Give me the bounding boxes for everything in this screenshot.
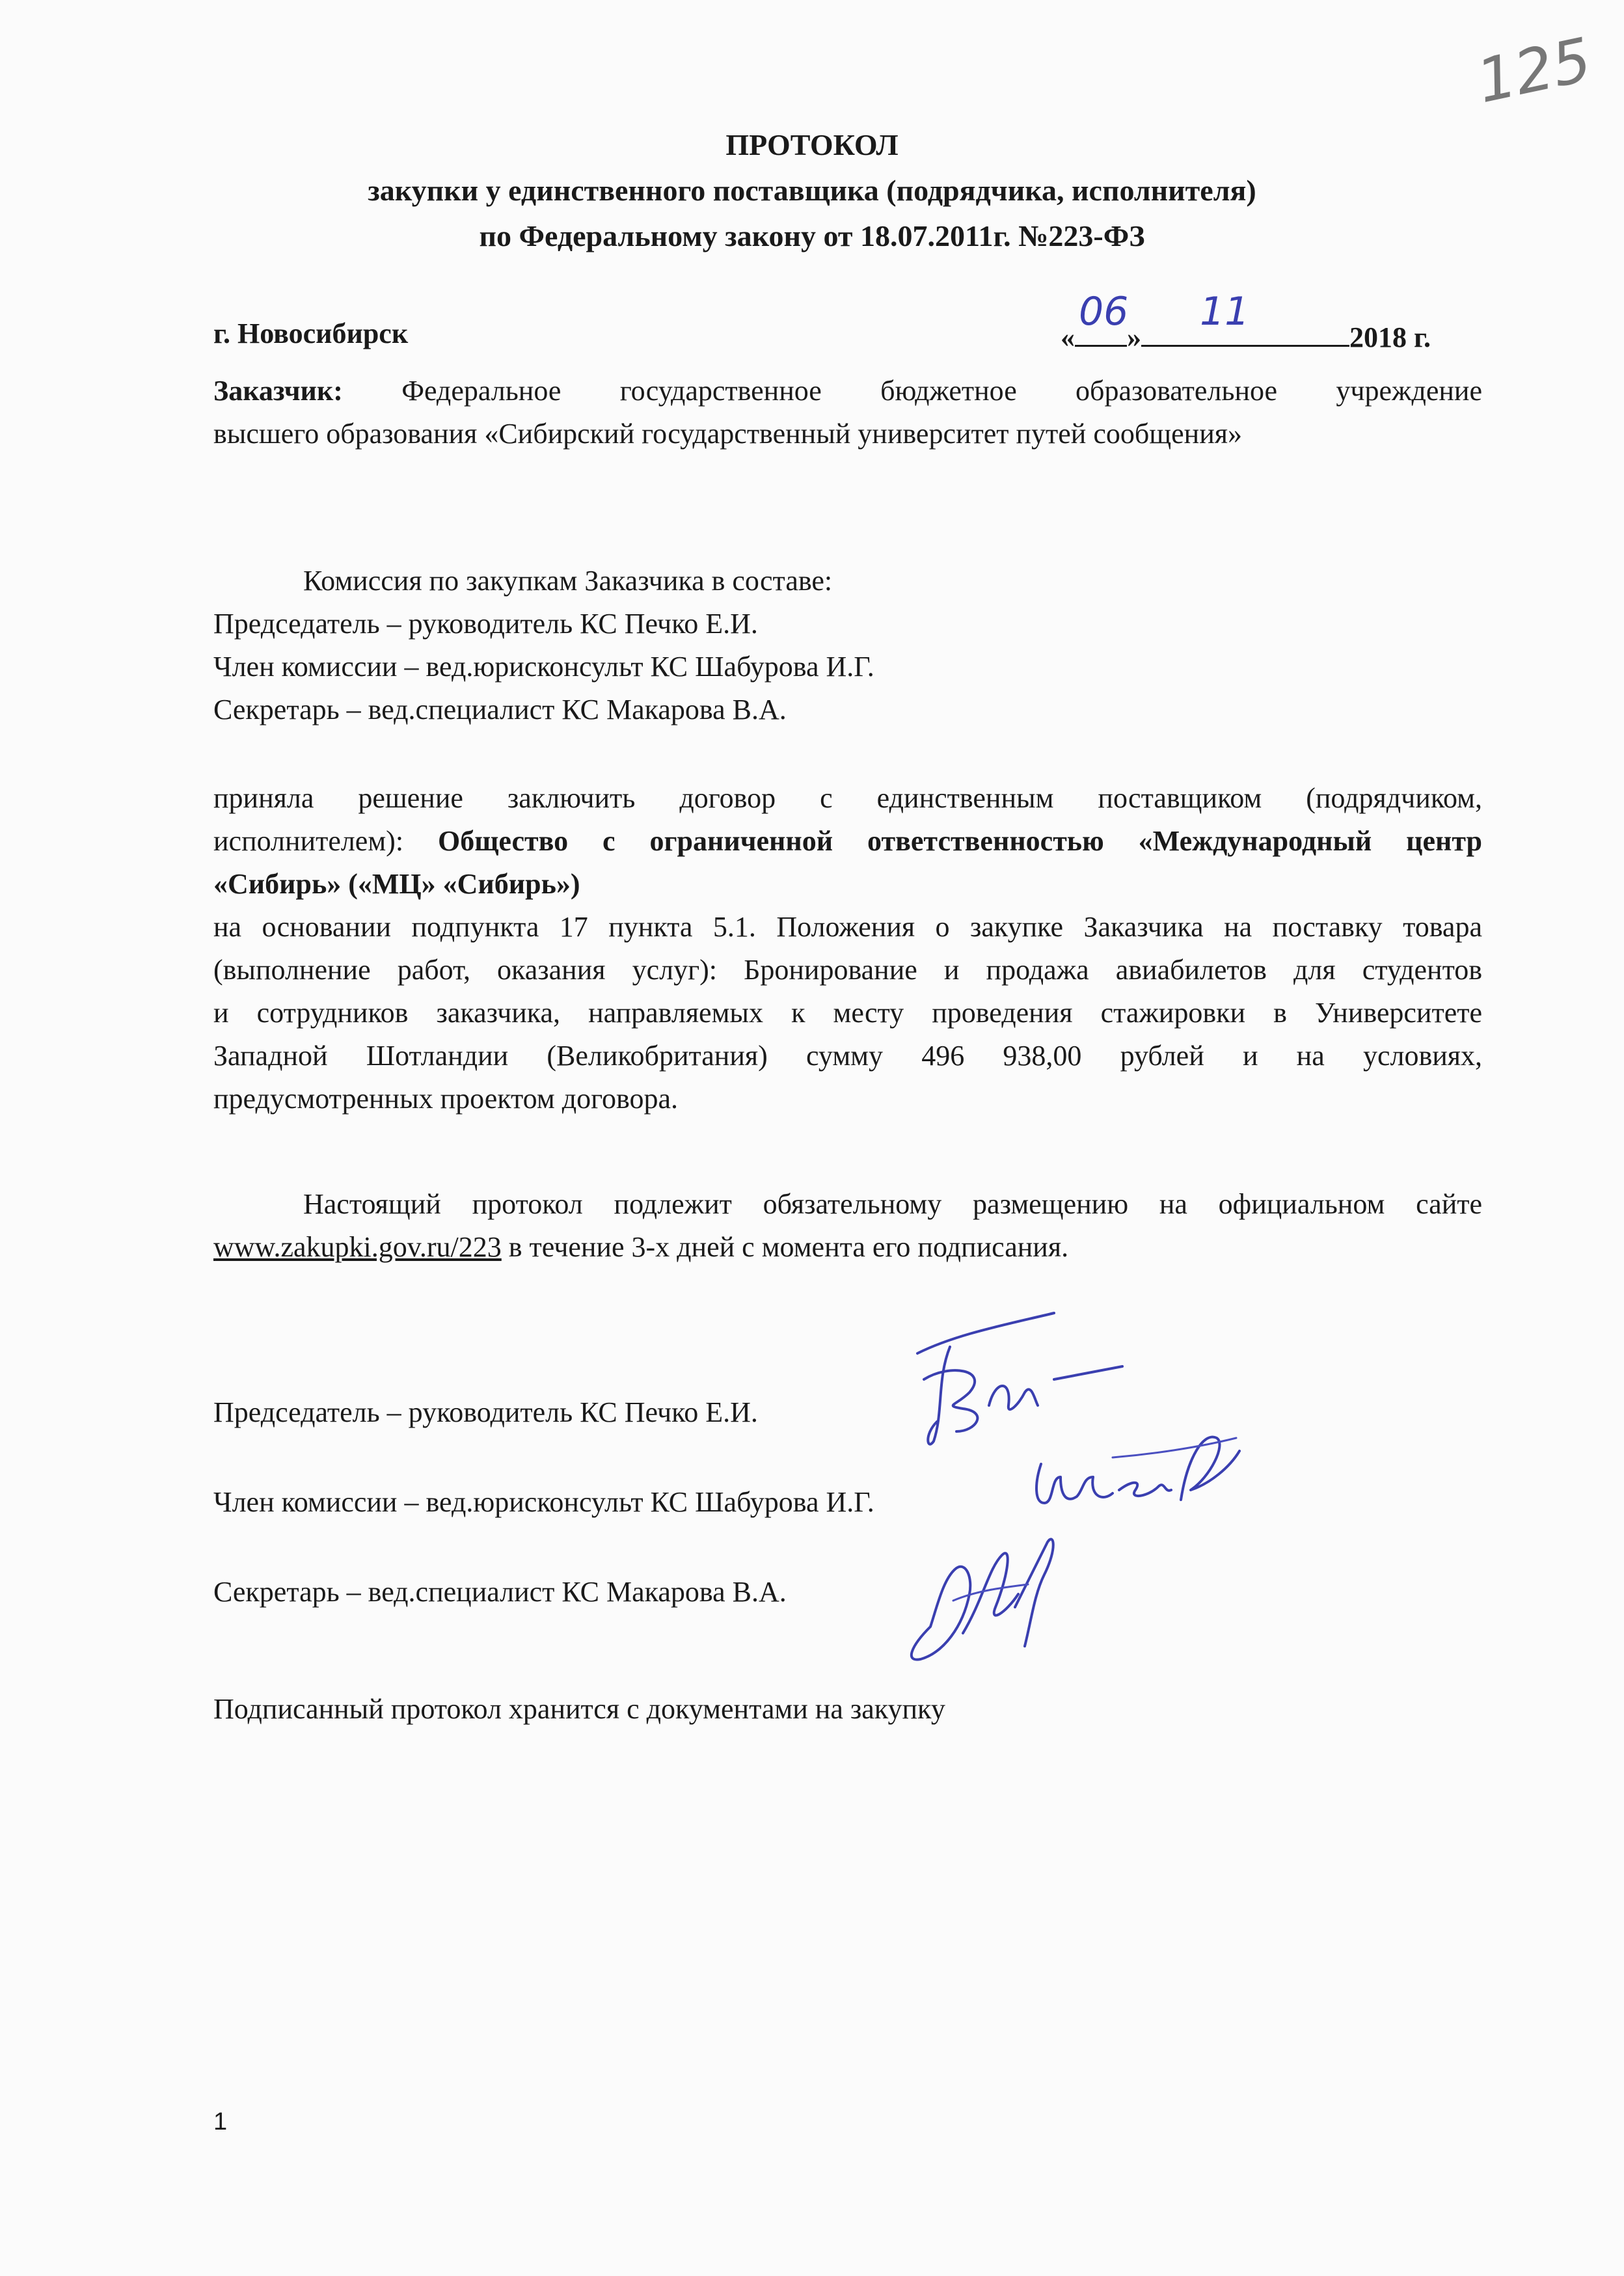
page-number: 1: [213, 2108, 228, 2135]
basis-line-5: предусмотренных проектом договора.: [213, 1083, 679, 1115]
day-blank: [1075, 289, 1129, 347]
commission-member-secretary: Секретарь – вед.специалист КС Макарова В.А.: [213, 694, 787, 725]
publication-line-2-rest: в течение 3-х дней с момента его подписания.: [501, 1231, 1069, 1263]
commission-member-lawyer: Член комиссии – вед.юрисконсульт КС Шабурова И.Г.: [213, 651, 874, 683]
basis-line-2: (выполнение работ, оказания услуг): Бронирование и продажа авиабилетов для студентов: [213, 954, 1482, 986]
signature-line-lawyer: Член комиссии – вед.юрисконсульт КС Шабурова И.Г.: [213, 1486, 874, 1518]
customer-line-2: высшего образования «Сибирский государственный университет путей сообщения»: [213, 418, 1243, 450]
date-line: [1061, 289, 1431, 359]
handwritten-page-mark: 125: [1470, 24, 1597, 117]
publication-line-2: [213, 1226, 1482, 1269]
signature-line-chair: Председатель – руководитель КС Печко Е.И.: [213, 1396, 758, 1428]
month-blank: [1141, 289, 1349, 347]
basis-line-4: Западной Шотландии (Великобритания) сумму 496 938,00 рублей и на условиях,: [213, 1040, 1482, 1072]
basis-line-3: и сотрудников заказчика, направляемых к месту проведения стажировки в Университете: [213, 997, 1482, 1029]
decision-prefix: исполнителем):: [213, 825, 404, 857]
date-close-quote: »: [1127, 321, 1141, 353]
zakupki-link[interactable]: www.zakupki.gov.ru/223: [213, 1231, 502, 1263]
signature-secretary-image: [891, 1516, 1100, 1666]
date-day-handwritten: 06: [1079, 289, 1129, 334]
document-subtitle-2: по Федеральному закону от 18.07.2011г. №223-ФЗ: [479, 219, 1145, 252]
commission-intro: Комиссия по закупкам Заказчика в составе:: [303, 565, 833, 597]
supplier-name-part-2: «Сибирь» («МЦ» «Сибирь»): [213, 868, 580, 900]
document-subtitle-1: закупки у единственного поставщика (подрядчика, исполнителя): [368, 174, 1256, 207]
city: г. Новосибирск: [213, 318, 409, 349]
document-title: ПРОТОКОЛ: [725, 128, 899, 161]
commission-member-chair: Председатель – руководитель КС Печко Е.И.: [213, 608, 758, 640]
date-year: 2018 г.: [1349, 321, 1431, 353]
signature-line-secretary: Секретарь – вед.специалист КС Макарова В.А.: [213, 1576, 787, 1608]
decision-line-1: приняла решение заключить договор с единственным поставщиком (подрядчиком,: [213, 782, 1482, 814]
customer-line-1: [213, 370, 1482, 413]
basis-line-1: на основании подпункта 17 пункта 5.1. Положения о закупке Заказчика на поставку товара: [213, 911, 1482, 943]
date-open-quote: «: [1061, 321, 1075, 353]
date-month-handwritten: 11: [1200, 289, 1250, 334]
publication-line-1: Настоящий протокол подлежит обязательному размещению на официальном сайте: [303, 1188, 1482, 1220]
signature-lawyer-image: [1015, 1418, 1243, 1523]
customer-text-1: Федеральное государственное бюджетное образовательное учреждение: [401, 375, 1482, 407]
decision-line-2: [213, 820, 1482, 863]
footer-note: Подписанный протокол хранится с документами на закупку: [213, 1693, 945, 1725]
supplier-name-part-1: Общество с ограниченной ответственностью «Международный центр: [438, 825, 1482, 857]
customer-label: Заказчик:: [213, 375, 343, 407]
